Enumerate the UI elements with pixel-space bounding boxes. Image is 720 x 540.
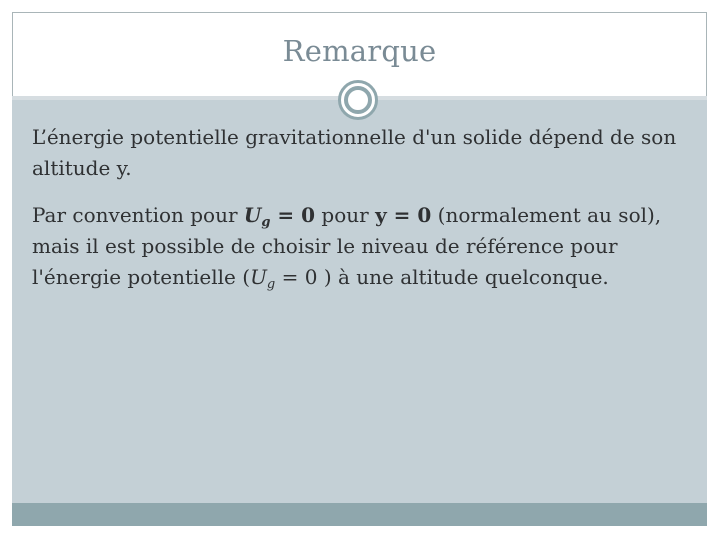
ug-symbol (250, 265, 276, 292)
footer-bar (12, 503, 707, 526)
paragraph-altitude: L’énergie potentielle gravitationnelle d'un solide dépend de son altitude y. (32, 125, 677, 180)
ug-letter-2: U (250, 265, 267, 289)
convention-tail: ) à une altitude quelconque. (323, 265, 609, 289)
pour-text: pour (315, 203, 376, 227)
slide-body (32, 122, 692, 293)
equals-zero-1: = 0 (270, 203, 316, 227)
convention-body: (normalement au sol), mais il est possible de choisir le niveau de référence pour l'énergie potentielle ( (32, 203, 662, 289)
ug-symbol-bold (243, 203, 271, 230)
ug-subscript-2: g (266, 277, 276, 292)
ug-subscript: g (261, 215, 271, 230)
convention-intro: Par convention pour (32, 203, 244, 227)
paragraph-convention (32, 200, 692, 293)
ug-letter: U (243, 203, 262, 227)
equals-zero-3: = 0 (275, 265, 324, 289)
slide-title: Remarque (282, 34, 437, 68)
y-symbol: y (375, 203, 387, 227)
equals-zero-2: = 0 (386, 203, 432, 227)
ring-ornament-inner (344, 86, 372, 114)
